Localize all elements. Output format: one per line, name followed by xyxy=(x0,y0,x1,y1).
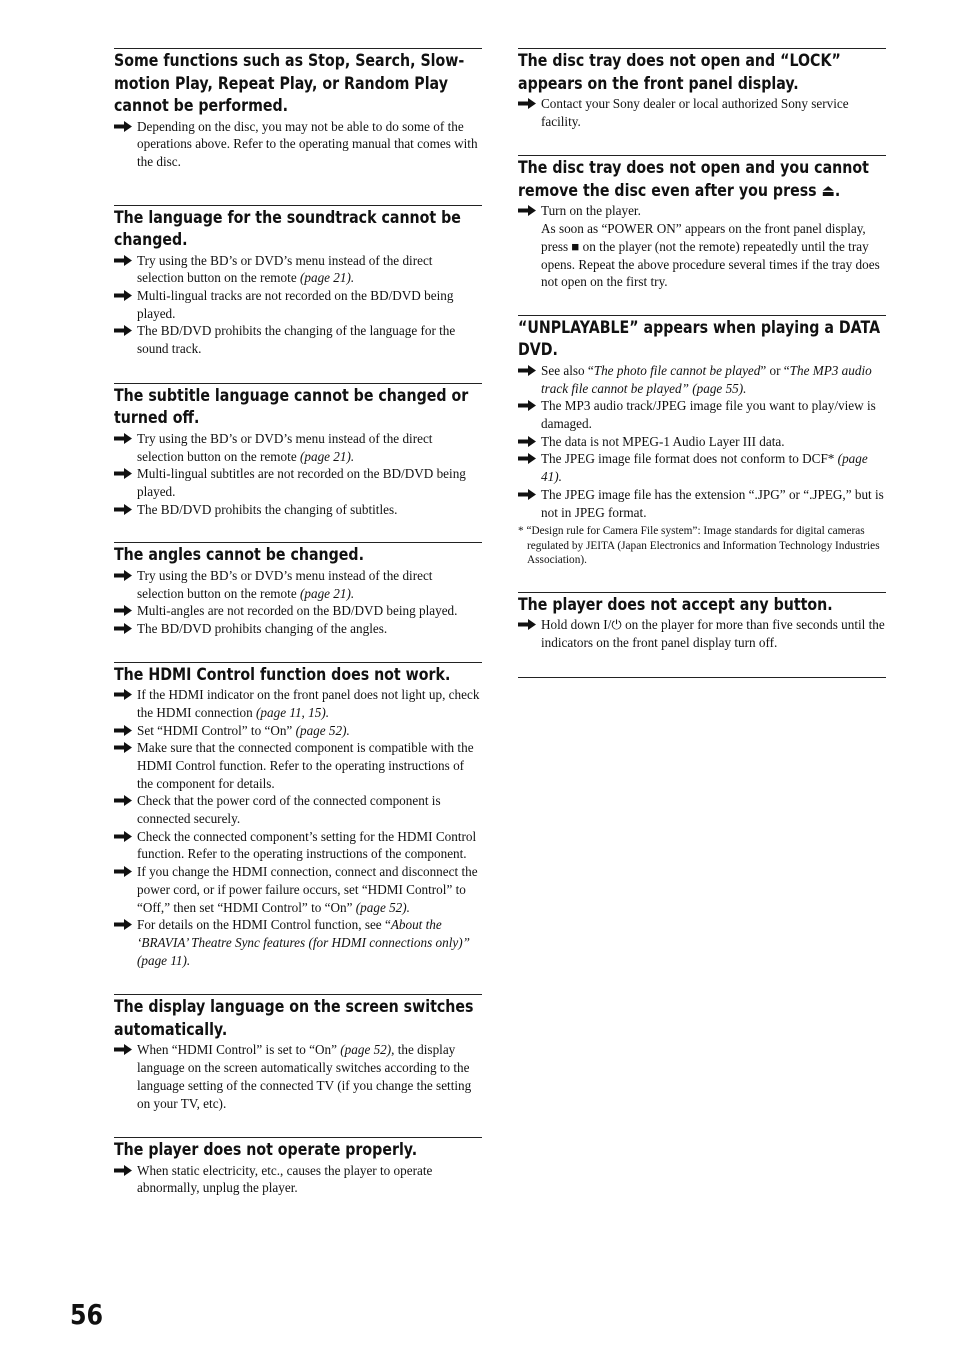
arrow-icon xyxy=(114,725,132,736)
list-item: Depending on the disc, you may not be able to do some of the operations above. Refer to the operating manual that comes with the disc. xyxy=(114,118,482,171)
section-title: “UNPLAYABLE” appears when playing a DATA DVD. xyxy=(518,317,881,360)
section-angles xyxy=(114,542,482,637)
arrow-icon xyxy=(114,570,132,581)
arrow-icon xyxy=(114,623,132,634)
list-item: The BD/DVD prohibits changing of the angles. xyxy=(114,620,482,638)
list-item: Contact your Sony dealer or local authorized Sony service facility. xyxy=(518,95,886,130)
arrow-icon xyxy=(114,325,132,336)
section-title: The language for the soundtrack cannot be changed. xyxy=(114,207,461,250)
arrow-icon xyxy=(114,121,132,132)
arrow-icon xyxy=(518,453,536,464)
section-title: The player does not accept any button. xyxy=(518,594,833,614)
list-item: Try using the BD’s or DVD’s menu instead of the direct selection button on the remote (page 21). xyxy=(114,252,482,287)
arrow-icon xyxy=(518,436,536,447)
section-unplayable xyxy=(518,315,886,568)
arrow-icon xyxy=(114,1044,132,1055)
page-number: 56 xyxy=(70,1298,104,1331)
arrow-icon xyxy=(114,433,132,444)
arrow-icon xyxy=(518,98,536,109)
list-item: When “HDMI Control” is set to “On” (page 52), the display language on the screen automatically switches according to the language setting of the connected TV (if you change the setting on your TV, etc). xyxy=(114,1041,482,1112)
list-item: If the HDMI indicator on the front panel does not light up, check the HDMI connection (page 11, 15). xyxy=(114,686,482,721)
arrow-icon xyxy=(114,919,132,930)
list-item: The BD/DVD prohibits the changing of the language for the sound track. xyxy=(114,322,482,357)
section-soundtrack xyxy=(114,205,482,358)
arrow-icon xyxy=(114,831,132,842)
continuation-text: As soon as “POWER ON” appears on the front panel display, press ■ on the player (not the remote) repeatedly until the tray opens. Repeat the above procedure several times if the tray does not open on the first try. xyxy=(541,221,880,290)
arrow-icon xyxy=(518,365,536,376)
arrow-icon xyxy=(518,489,536,500)
arrow-icon xyxy=(114,504,132,515)
arrow-icon xyxy=(518,205,536,216)
arrow-icon xyxy=(114,742,132,753)
section-operate xyxy=(114,1137,482,1197)
arrow-icon xyxy=(518,619,536,630)
section-tray xyxy=(518,155,886,291)
list-item: Multi-lingual subtitles are not recorded on the BD/DVD being played. xyxy=(114,465,482,500)
section-title: Some functions such as Stop, Search, Slow-motion Play, Repeat Play, or Random Play cannot be performed. xyxy=(114,51,465,115)
list-item: See also “The photo file cannot be played” or “The MP3 audio track file cannot be played” (page 55). xyxy=(518,362,886,397)
section-title: The disc tray does not open and “LOCK” appears on the front panel display. xyxy=(518,51,841,93)
footnote: * “Design rule for Camera File system”: Image standards for digital cameras regulated by JEITA (Japan Electronics and Information Technology Industries Association). xyxy=(518,525,880,567)
arrow-icon xyxy=(114,290,132,301)
arrow-icon xyxy=(518,400,536,411)
arrow-icon xyxy=(114,255,132,266)
section-title: The angles cannot be changed. xyxy=(114,545,364,565)
power-icon: I/⏻ xyxy=(603,617,622,633)
list-item: Try using the BD’s or DVD’s menu instead of the direct selection button on the remote (page 21). xyxy=(114,567,482,602)
list-item: Multi-lingual tracks are not recorded on the BD/DVD being played. xyxy=(114,287,482,322)
list-item: Multi-angles are not recorded on the BD/DVD being played. xyxy=(114,602,482,620)
stop-icon: ■ xyxy=(571,238,580,254)
arrow-icon xyxy=(114,468,132,479)
section-title: The display language on the screen switches automatically. xyxy=(114,997,474,1039)
end-rule xyxy=(518,677,886,678)
list-item: The data is not MPEG-1 Audio Layer III data. xyxy=(518,433,886,451)
section-subtitle xyxy=(114,383,482,519)
arrow-icon xyxy=(114,689,132,700)
section-title: The player does not operate properly. xyxy=(114,1140,418,1160)
list-item: When static electricity, etc., causes the player to operate abnormally, unplug the player. xyxy=(114,1162,482,1197)
section-title: The subtitle language cannot be changed or turned off. xyxy=(114,385,469,428)
section-functions xyxy=(114,48,482,171)
list-item: If you change the HDMI connection, connect and disconnect the power cord, or if power failure occurs, set “HDMI Control” to “Off,” then set “HDMI Control” to “On” (page 52). xyxy=(114,863,482,916)
list-item: Check the connected component’s setting for the HDMI Control function. Refer to the operating instructions of the component. xyxy=(114,828,482,863)
section-hdmi xyxy=(114,662,482,970)
arrow-icon xyxy=(114,605,132,616)
section-no-button xyxy=(518,592,886,652)
arrow-icon xyxy=(114,866,132,877)
arrow-icon xyxy=(114,1165,132,1176)
left-column xyxy=(114,48,482,1197)
list-item: Turn on the player. xyxy=(518,202,886,220)
list-item: For details on the HDMI Control function, see “About the ‘BRAVIA’ Theatre Sync features (for HDMI connections only)” (page 11). xyxy=(114,916,482,969)
section-lock xyxy=(518,48,886,130)
list-item: Hold down I/⏻ on the player for more than five seconds until the indicators on the front panel display turn off. xyxy=(518,616,886,651)
section-display-language xyxy=(114,994,482,1112)
right-column xyxy=(518,48,886,678)
list-item: Make sure that the connected component is compatible with the HDMI Control function. Refer to the operating instructions of the component for details. xyxy=(114,739,482,792)
list-item: Set “HDMI Control” to “On” (page 52). xyxy=(114,722,482,740)
list-item: Check that the power cord of the connected component is connected securely. xyxy=(114,792,482,827)
list-item: The BD/DVD prohibits the changing of subtitles. xyxy=(114,501,482,519)
list-item: The JPEG image file format does not conform to DCF* (page 41). xyxy=(518,450,886,485)
list-item: Try using the BD’s or DVD’s menu instead of the direct selection button on the remote (page 21). xyxy=(114,430,482,465)
list-item: The MP3 audio track/JPEG image file you want to play/view is damaged. xyxy=(518,397,886,432)
list-item: The JPEG image file has the extension “.JPG” or “.JPEG,” but is not in JPEG format. xyxy=(518,486,886,521)
arrow-icon xyxy=(114,795,132,806)
section-title: The HDMI Control function does not work. xyxy=(114,664,451,684)
section-title: The disc tray does not open and you cannot remove the disc even after you press ⏏. xyxy=(518,158,869,200)
